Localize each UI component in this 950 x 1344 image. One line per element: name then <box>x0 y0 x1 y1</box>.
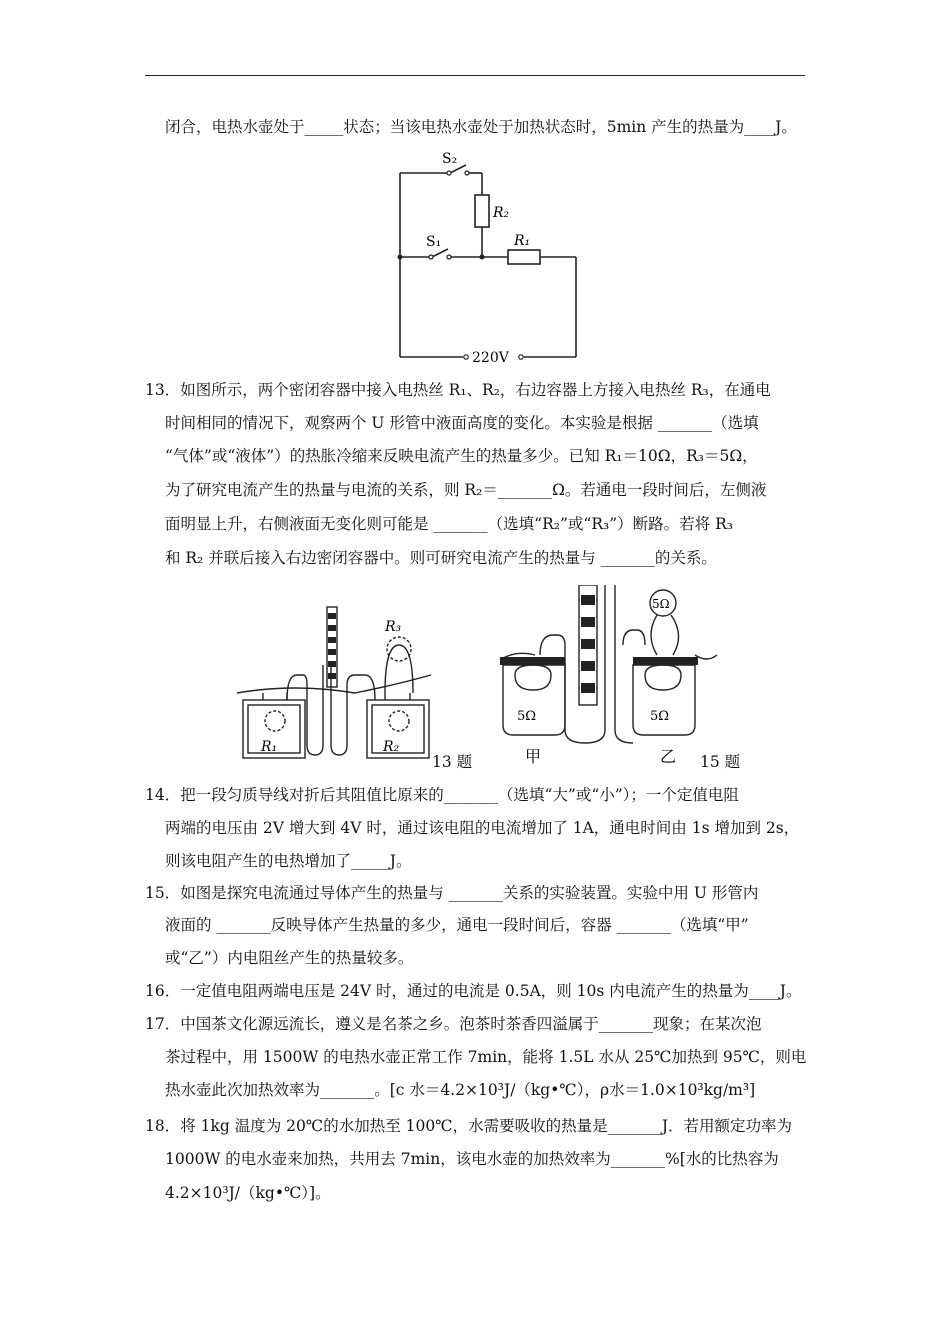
text-line: 15．如图是探究电流通过导体产生的热量与 _______关系的实验装置。实验中用 U 形管内 <box>145 884 759 902</box>
label-s1: S₁ <box>426 234 442 250</box>
text-line: 两端的电压由 2V 增大到 4V 时，通过该电阻的电流增加了 1A，通电时间由 1s 增加到 2s， <box>165 819 800 837</box>
text-line: 液面的 _______反映导体产生热量的多少，通电一段时间后，容器 _______（选填“甲” <box>165 916 749 934</box>
text-line: 或“乙”）内电阻丝产生的热量较多。 <box>165 949 414 967</box>
text-line: 17．中国茶文化源远流长，遵义是名茶之乡。泡茶时茶香四溢属于_______现象；在某次泡 <box>145 1015 762 1033</box>
text-line: 热水壶此次加热效率为_______。[c 水＝4.2×10³J/（kg•℃），ρ水＝1.0×10³kg/m³] <box>165 1081 756 1099</box>
text-line: 和 R₂ 并联后接入右边密闭容器中。则可研究电流产生的热量与 _______的关系。 <box>165 549 717 567</box>
label-right-res: 5Ω <box>650 709 670 724</box>
circuit-diagram <box>390 145 590 370</box>
label-r3: R₃ <box>385 619 402 635</box>
text-line: 为了研究电流产生的热量与电流的关系，则 R₂＝_______Ω。若通电一段时间后，左侧液 <box>165 481 767 499</box>
label-top-res: 5Ω <box>652 597 670 611</box>
figure-15 <box>495 585 720 770</box>
label-s2: S₂ <box>442 151 458 167</box>
text-line: 闭合，电热水壶处于_____状态；当该电热水壶处于加热状态时，5min 产生的热量为____J。 <box>165 118 797 136</box>
header-rule <box>145 75 805 76</box>
label-r1: R₁ <box>261 739 278 755</box>
figure-13 <box>235 605 435 765</box>
text-line: 茶过程中，用 1500W 的电热水壶正常工作 7min，能将 1.5L 水从 25℃加热到 95℃，则电 <box>165 1048 807 1066</box>
label-r2: R₂ <box>383 739 400 755</box>
figure-caption: 15 题 <box>700 753 741 771</box>
label-left-res: 5Ω <box>517 709 537 724</box>
text-line: 则该电阻产生的电热增加了_____J。 <box>165 852 412 870</box>
text-line: 13．如图所示，两个密闭容器中接入电热丝 R₁、R₂，右边容器上方接入电热丝 R₃，在通电 <box>145 381 771 399</box>
label-yi: 乙 <box>660 747 677 766</box>
text-line: 14．把一段匀质导线对折后其阻值比原来的_______（选填“大”或“小”）；一个定值电阻 <box>145 786 739 804</box>
label-source: 220V <box>472 350 509 366</box>
label-r1: R₁ <box>514 233 531 249</box>
text-line: “气体”或“液体”）的热胀冷缩来反映电流产生的热量多少。已知 R₁＝10Ω，R₃＝5Ω， <box>165 447 758 465</box>
text-line: 面明显上升，右侧液面无变化则可能是 _______（选填“R₂”或“R₃”）断路。若将 R₃ <box>165 515 733 533</box>
label-jia: 甲 <box>525 747 542 766</box>
text-line: 16．一定值电阻两端电压是 24V 时，通过的电流是 0.5A，则 10s 内电流产生的热量为____J。 <box>145 982 802 1000</box>
label-r2: R₂ <box>493 205 510 221</box>
figure-caption: 13 题 <box>432 753 473 771</box>
text-line: 18．将 1kg 温度为 20℃的水加热至 100℃，水需要吸收的热量是_______J．若用额定功率为 <box>145 1117 793 1135</box>
text-line: 4.2×10³J/（kg•℃）]。 <box>165 1184 331 1202</box>
text-line: 1000W 的电水壶来加热，共用去 7min，该电水壶的加热效率为_______%[水的比热容为 <box>165 1150 779 1168</box>
text-line: 时间相同的情况下，观察两个 U 形管中液面高度的变化。本实验是根据 _______（选填 <box>165 414 759 432</box>
